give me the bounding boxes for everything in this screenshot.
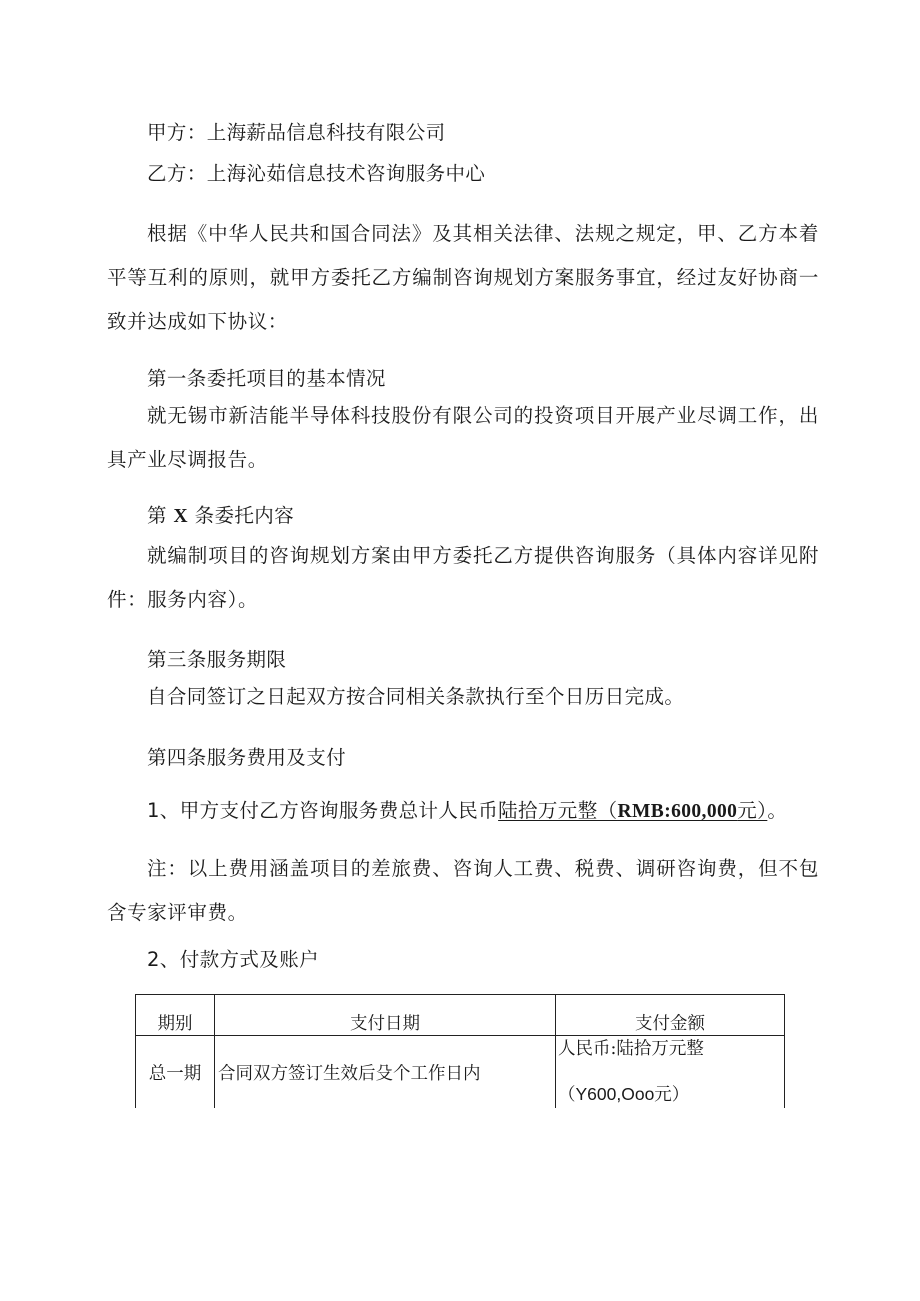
cell-amount [556, 1036, 785, 1109]
fee-item-1-suffix: 。 [767, 799, 788, 822]
table-row [136, 1036, 785, 1109]
article-1-body: 就无锡市新洁能半导体科技股份有限公司的投资项目开展产业尽调工作，出具产业尽调报告。 [107, 404, 819, 471]
fee-note: 注：以上费用涵盖项目的差旅费、咨询人工费、税费、调研咨询费，但不包含专家评审费。 [107, 857, 819, 924]
fee-item-1-prefix: 1、甲方支付乙方咨询服务费总计人民币 [147, 799, 499, 822]
party-a: 甲方：上海薪品信息科技有限公司 [147, 121, 446, 144]
article-2-prefix: 第 [147, 504, 167, 527]
article-3-body: 自合同签订之日起双方按合同相关条款执行至个日历日完成。 [147, 685, 685, 708]
header-period: 期别 [136, 995, 215, 1036]
article-2-title [147, 503, 294, 530]
amount-line-2: （Y600,Ooo元） [558, 1084, 690, 1104]
article-4-title: 第四条服务费用及支付 [147, 746, 347, 769]
payment-table [135, 994, 785, 1108]
fee-item-1 [147, 798, 787, 825]
article-2-body: 就编制项目的咨询规划方案由甲方委托乙方提供咨询服务（具体内容详见附件：服务内容）。 [107, 544, 819, 611]
fee-amount-text: 陆拾万元整（ [498, 799, 618, 822]
article-1-title: 第一条委托项目的基本情况 [147, 367, 386, 390]
cell-date: 合同双方签订生效后殳个工作日内 [215, 1036, 556, 1109]
amount-line-1: 人民币:陆拾万元整 [558, 1039, 704, 1059]
fee-amount [498, 799, 767, 822]
intro-paragraph: 根据《中华人民共和国合同法》及其相关法律、法规之规定，甲、乙方本着平等互利的原则，就甲方委托乙方编制咨询规划方案服务事宜，经过友好协商一致并达成如下协议： [107, 222, 819, 333]
article-2-mark: X [173, 506, 188, 527]
party-b: 乙方：上海沁茹信息技术咨询服务中心 [147, 162, 486, 185]
header-date: 支付日期 [215, 995, 556, 1036]
table-header-row [136, 995, 785, 1036]
article-3-title: 第三条服务期限 [147, 648, 287, 671]
article-2-suffix: 条委托内容 [194, 504, 295, 527]
cell-period: 总一期 [136, 1036, 215, 1109]
fee-amount-rmb: RMB:600,000 [617, 801, 738, 822]
fee-amount-end: 元） [737, 799, 768, 822]
fee-item-2: 2、付款方式及账户 [147, 948, 320, 971]
header-amount: 支付金额 [556, 995, 785, 1036]
